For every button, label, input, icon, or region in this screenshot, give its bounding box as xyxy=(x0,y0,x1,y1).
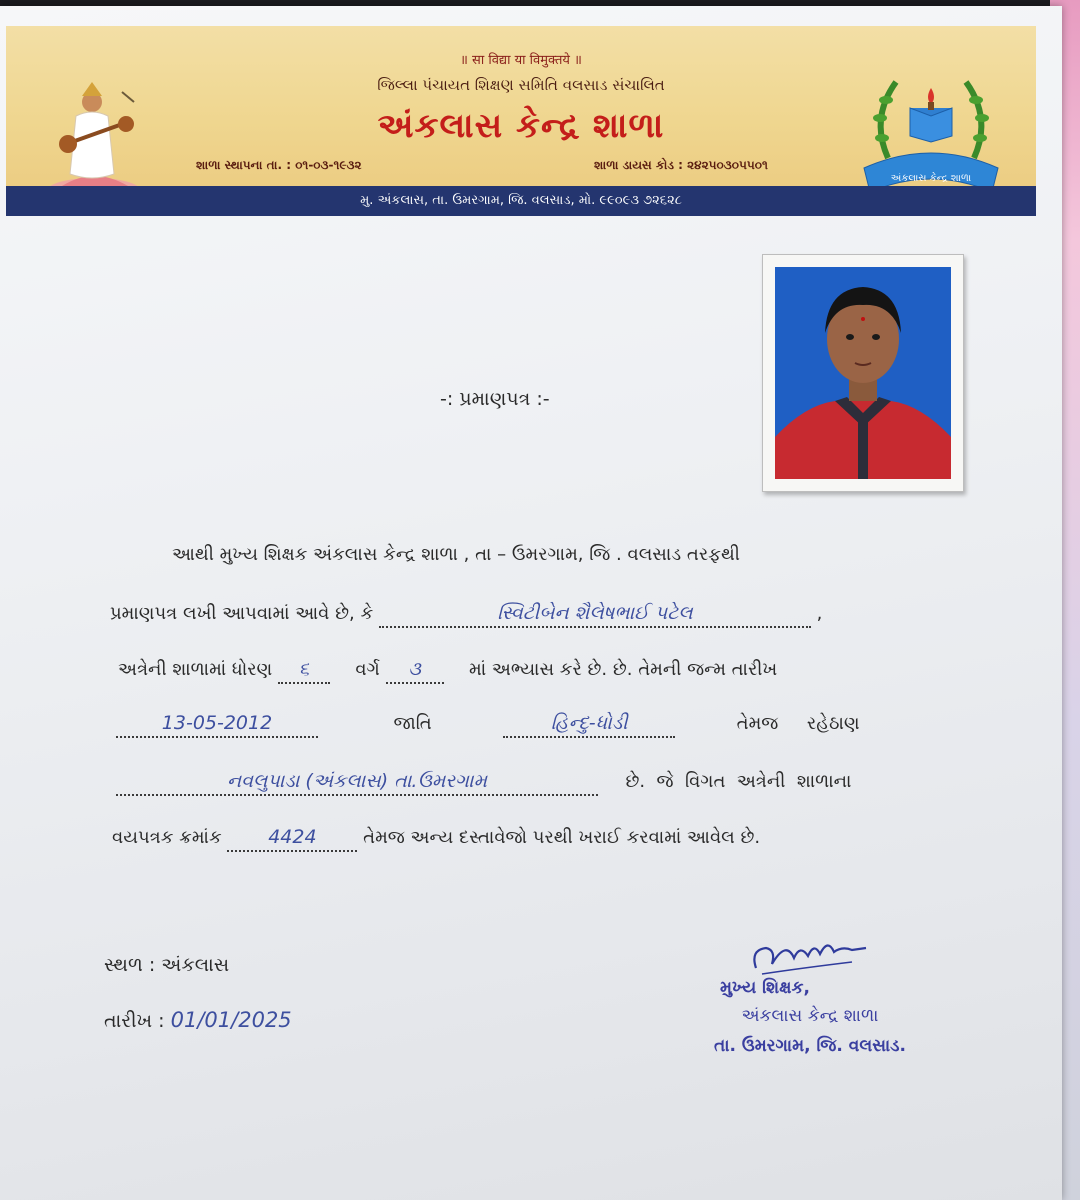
date-line xyxy=(104,1008,292,1032)
body-line-2-comma: , xyxy=(816,603,823,624)
body-line-4 xyxy=(116,710,860,738)
date-label: તારીખ : xyxy=(104,1010,165,1032)
residence-field: નવલુપાડા (અંકલાસ) તા.ઉમરગામ xyxy=(116,768,598,796)
certificate-heading: -: પ્રમાણપત્ર :- xyxy=(440,388,550,410)
student-name-field: સ્વિટીબેન શૈલેષભાઈ પટેલ xyxy=(379,600,811,628)
body-line-5-text: છે. જે વિગત અત્રેની શાળાના xyxy=(625,771,852,792)
school-name: અંકલાસ કેન્દ્ર શાળા xyxy=(377,106,665,146)
residence-label: તેમજ રહેઠાણ xyxy=(736,713,860,734)
signature-stamp xyxy=(680,978,940,1056)
caste-label: જાતિ xyxy=(393,713,432,734)
school-emblem-logo xyxy=(858,68,1004,200)
place-label: સ્થળ : અંકલાસ xyxy=(104,954,230,976)
dise-code: શાળા ડાયસ કોડ : ૨૪૨૫૦૩૦૫૫૦૧ xyxy=(594,158,768,172)
stamp-address: તા. ઉમરગામ, જિ. વલસાડ. xyxy=(714,1036,906,1056)
certificate-page xyxy=(0,6,1062,1200)
date-value: 01/01/2025 xyxy=(170,1008,292,1032)
register-number-field: 4424 xyxy=(227,824,357,852)
school-motto: ॥ सा विद्या या विमुक्तये ॥ xyxy=(460,53,582,68)
body-line-3 xyxy=(118,656,777,684)
governing-body: જિલ્લા પંચાયત શિક્ષણ સમિતિ વલસાડ સંચાલિત xyxy=(377,76,665,94)
address-bar: મુ. અંકલાસ, તા. ઉમરગામ, જિ. વલસાડ, મો. ૯૯૦૯૩ ૭૨૬૨૮ xyxy=(6,186,1036,216)
headmaster-title: મુખ્ય શિક્ષક, xyxy=(720,978,810,998)
emblem-ribbon-text: અંકલાસ કેન્દ્ર શાળા xyxy=(890,173,972,184)
body-line-6 xyxy=(112,824,760,852)
register-label: વયપત્રક ક્રમાંક xyxy=(112,827,222,848)
letterhead xyxy=(6,26,1036,186)
student-photo-frame xyxy=(762,254,964,492)
stamp-school-name: અંકલાસ કેન્દ્ર શાળા xyxy=(741,1006,879,1026)
established-date: શાળા સ્થાપના તા. : ૦૧-૦૩-૧૯૩૨ xyxy=(196,158,362,172)
body-line-6-text: તેમજ અન્ય દસ્તાવેજો પરથી ખરાઈ કરવામાં આવેલ છે. xyxy=(363,827,761,848)
division-field: ૩ xyxy=(386,656,444,684)
student-photo xyxy=(775,267,951,479)
birth-date-label: માં અભ્યાસ કરે છે. છે. તેમની જન્મ તારીખ xyxy=(468,659,778,680)
body-line-2 xyxy=(110,600,822,628)
body-line-5 xyxy=(116,768,851,796)
birth-date-field: 13-05-2012 xyxy=(116,710,318,738)
standard-field: ૬ xyxy=(278,656,330,684)
body-line-2-text: પ્રમાણપત્ર લખી આપવામાં આવે છે, કે xyxy=(110,603,374,624)
caste-field: હિન્દુ-ધોડી xyxy=(503,710,675,738)
standard-label: અત્રેની શાળામાં ધોરણ xyxy=(118,659,273,680)
division-label: વર્ગ xyxy=(355,659,380,680)
body-line-1: આથી મુખ્ય શિક્ષક અંકલાસ કેન્દ્ર શાળા , તા – ઉમરગામ, જિ . વલસાડ તરફથી xyxy=(172,544,740,565)
